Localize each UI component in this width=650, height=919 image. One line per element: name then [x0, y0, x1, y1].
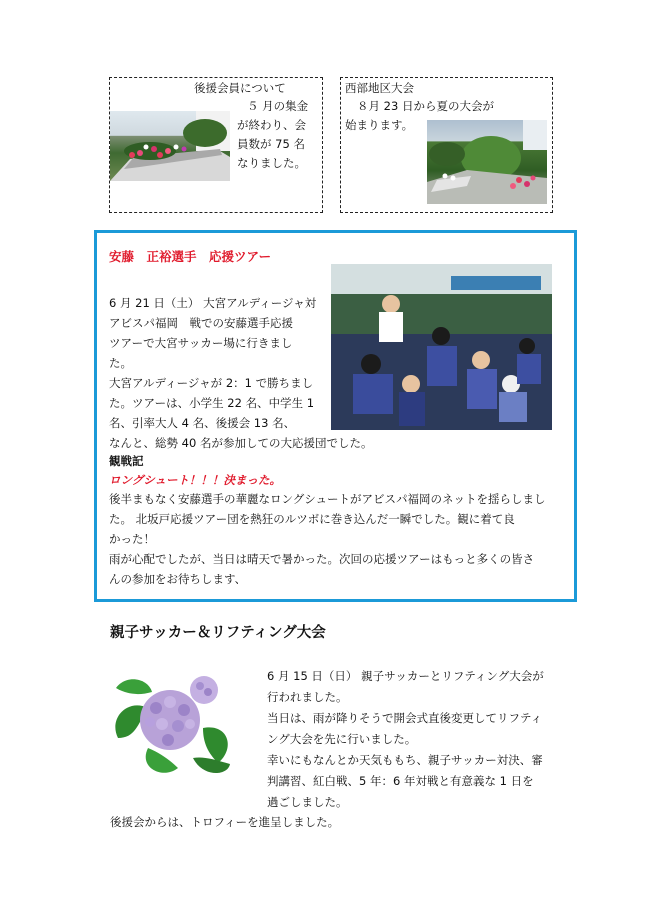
report-highlight: ロングシュート！！！決まった。 — [109, 473, 282, 487]
tour-intro-line-2: アビスパ福岡 戦での安藤選手応援 — [109, 316, 293, 330]
parent-child-line-6: 判講習、紅白戦、5 年：6 年対戦と有意義な 1 日を — [267, 774, 534, 788]
parent-child-line-2: 行われました。 — [267, 690, 348, 704]
parent-child-line-5: 幸いにもなんとか天気ももち、親子サッカー対決、審 — [267, 753, 543, 767]
parent-child-closing: 後援会からは、トロフィーを進呈しました。 — [110, 815, 340, 829]
report-line-2: た。 北坂戸応援ツアー団を熱狂のルツボに巻き込んだ一瞬でした。観に着て良 — [109, 512, 515, 526]
hydrangea-illustration — [108, 668, 238, 780]
tour-intro-line-1: 6 月 21 日（土） 大宮アルディージャ対 — [109, 296, 317, 310]
support-members-line-2: が終わり、会 — [237, 118, 306, 132]
parent-child-line-3: 当日は、雨が降りそうで開会式直後変更してリフティ — [267, 711, 543, 725]
flowerbed-photo — [110, 111, 230, 181]
support-members-title: 後援会員について — [194, 81, 286, 95]
western-tournament-box — [340, 77, 553, 213]
tour-title: 安藤 正裕選手 応援ツアー — [109, 249, 272, 264]
western-tournament-title: 西部地区大会 — [345, 81, 414, 95]
support-members-box — [109, 77, 323, 213]
report-heading: 観戦記 — [109, 454, 144, 468]
tour-intro-line-6: た。ツアーは、小学生 22 名、中学生 1 — [109, 396, 315, 410]
tour-intro-line-7: 名、引率大人 4 名、後援会 13 名、 — [109, 416, 296, 430]
support-members-line-4: なりました。 — [237, 156, 306, 170]
western-tournament-line-1: ８月 23 日から夏の大会が — [357, 99, 494, 113]
tour-intro-line-4: た。 — [109, 356, 132, 370]
report-line-3: かった！ — [109, 532, 155, 546]
support-members-line-3: 員数が 75 名 — [237, 137, 305, 151]
western-tournament-line-2: 始まります。 — [345, 118, 414, 132]
parent-child-line-7: 過ごしました。 — [267, 795, 348, 809]
parent-child-title: 親子サッカー＆リフティング大会 — [110, 625, 326, 641]
stadium-crowd-photo-art — [331, 264, 552, 430]
stadium-crowd-photo — [331, 264, 552, 430]
shrub-photo — [427, 120, 547, 204]
shrub-photo-art — [427, 120, 547, 204]
parent-child-line-1: 6 月 15 日（日） 親子サッカーとリフティング大会が — [267, 669, 544, 683]
parent-child-line-4: ング大会を先に行いました。 — [267, 732, 417, 746]
tour-intro-line-5: 大宮アルディージャが 2：1 で勝ちまし — [109, 376, 314, 390]
hydrangea-illustration-art — [108, 668, 238, 780]
tour-intro-line-8: なんと、総勢 40 名が参加しての大応援団でした。 — [109, 436, 373, 450]
report-line-1: 後半まもなく安藤選手の華麗なロングシュートがアビスパ福岡のネットを揺らしまし — [109, 492, 546, 506]
tour-section — [94, 230, 577, 602]
report-line-4: 雨が心配でしたが、当日は晴天で暑かった。次回の応援ツアーはもっと多くの皆さ — [109, 552, 535, 566]
report-line-5: んの参加をお待ちします、 — [109, 572, 247, 586]
tour-intro-line-3: ツアーで大宮サッカー場に行きまし — [109, 336, 293, 350]
flowerbed-photo-art — [110, 111, 230, 181]
support-members-line-1: ５ 月の集金 — [247, 99, 309, 113]
